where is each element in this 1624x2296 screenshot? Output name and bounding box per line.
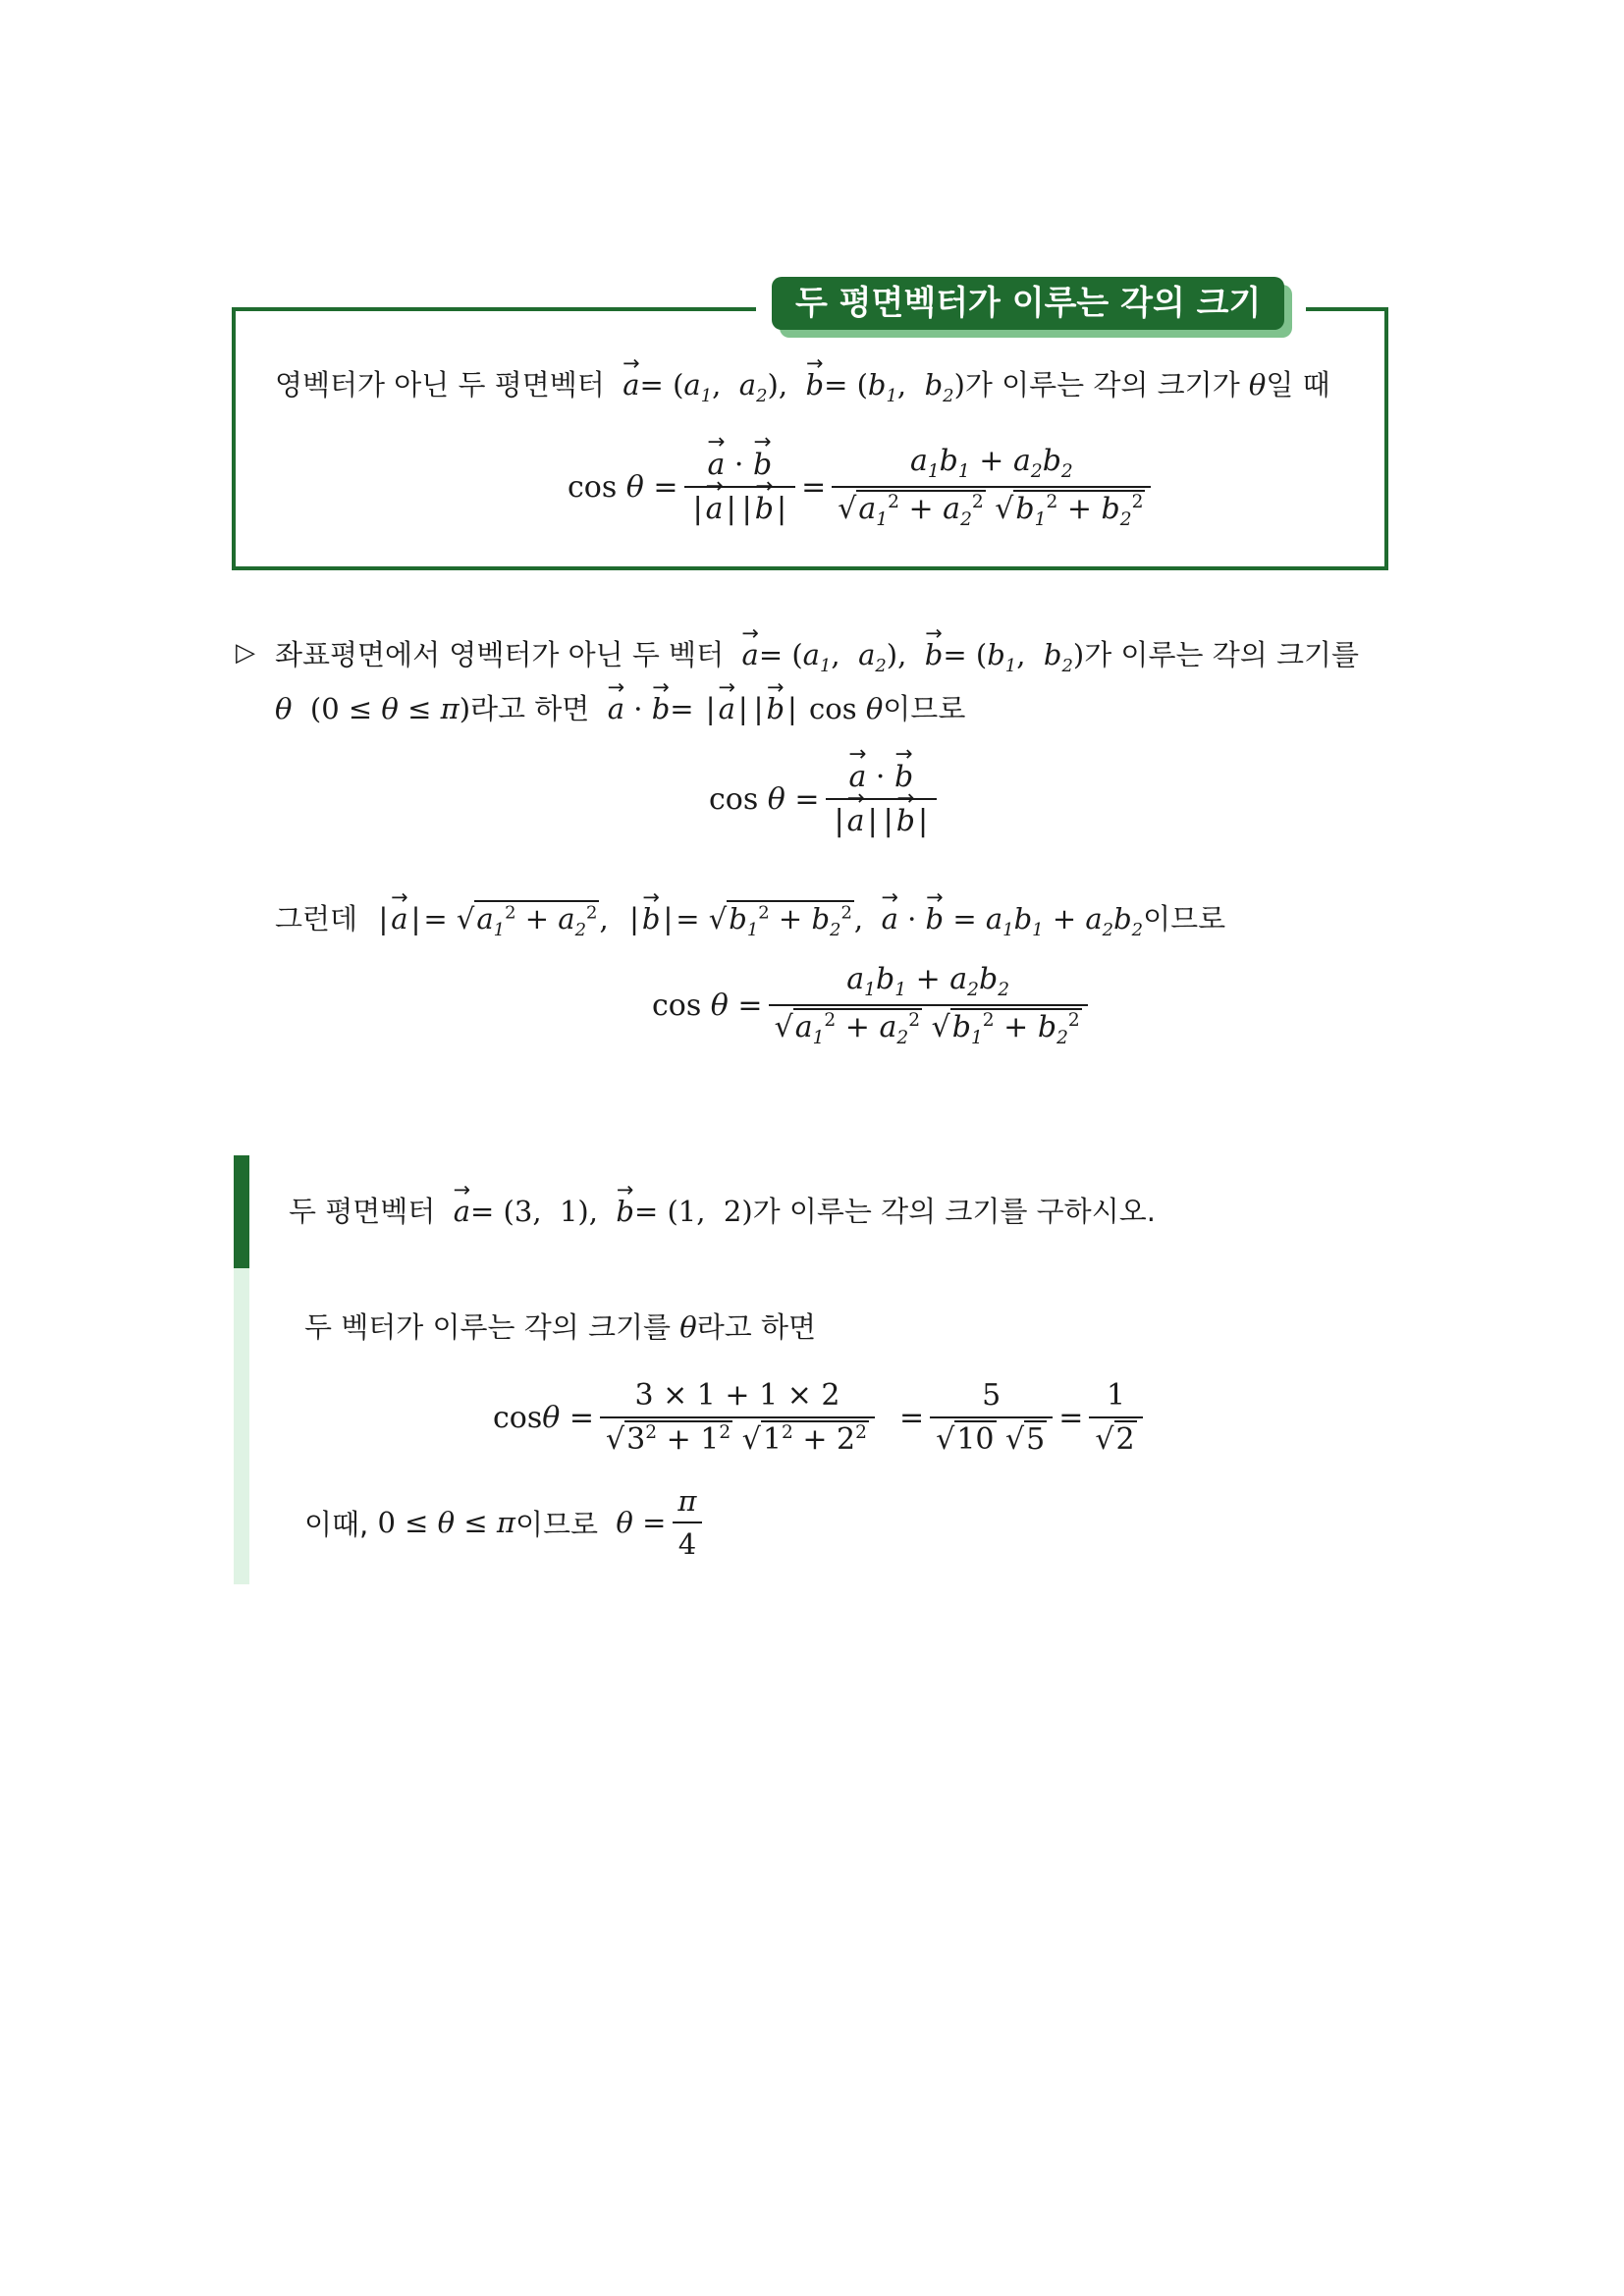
proof-formula-2: cos θ = $\frac{a_1b_1 + a_2b_2}{√a_1^2 + a_2^2 √b_1^2 + b_2^2}$	[652, 962, 1094, 1048]
theta-symbol-solution: θ	[679, 1310, 697, 1344]
proof-line-1	[275, 633, 1359, 676]
example-bar-light	[234, 1268, 249, 1584]
definition-intro-end: 일 때	[1266, 368, 1330, 401]
definition-statement	[275, 363, 1330, 406]
proof-line3-suffix: 이므로	[1143, 902, 1226, 935]
solution-intro-prefix: 두 벡터가 이루는 각의 크기를	[304, 1310, 672, 1344]
vector-a-proof: → $a= (a_1$, $a_2$), → $b= (b_1$, $b_2$)	[732, 638, 1084, 671]
example-vectors: → a= (3, 1), → b= (1, 2)	[445, 1195, 753, 1228]
triangle-marker-icon: ▷	[236, 638, 255, 667]
solution-conclusion-mid: 이므로	[514, 1507, 598, 1541]
example-problem-suffix: 가 이루는 각의 크기를 구하시오.	[752, 1195, 1156, 1228]
proof-line-3	[275, 897, 1225, 940]
theta-range: θ (0 ≤ θ ≤ π)	[275, 692, 471, 725]
solution-formula: cos θ = $\frac{3 \times 1 + 1 \times 2}{√3^2 + 1^2 √1^2 + 2^2}$ = $\frac{5}{√10 √5}$ = $\frac{1}{√2}$	[493, 1378, 1149, 1457]
proof-line3-prefix: 그런데	[275, 902, 358, 935]
solution-conclusion-prefix: 이때,	[304, 1507, 369, 1541]
proof-formula-1: cos θ = → $\frac{a \cdot \to b}{|\to a | |\to b |}$	[709, 760, 943, 838]
example-bar-dark	[234, 1155, 249, 1268]
proof-line1-prefix: 좌표평면에서 영벡터가 아닌 두 벡터	[275, 638, 725, 671]
definition-title: 두 평면벡터가 이루는 각의 크기	[772, 277, 1284, 330]
solution-intro	[304, 1306, 816, 1346]
proof-line-2	[275, 687, 965, 727]
vector-a-def: → $a= (a_1$, $a_2$), → $b= (b_1$, $b_2$)	[614, 368, 965, 401]
example-problem	[289, 1190, 1156, 1230]
definition-intro-prefix: 영벡터가 아닌 두 평면벡터	[275, 368, 605, 401]
theta-range-solution: 0 ≤ θ ≤ π	[377, 1506, 515, 1539]
definition-box	[232, 307, 1388, 570]
proof-line1-suffix: 가 이루는 각의 크기를	[1084, 638, 1359, 671]
proof-line2-mid: 라고 하면	[470, 692, 590, 725]
definition-formula: cos θ = → $\frac{a \cdot \to b}{|\to a | |\to b |}$ = $\frac{a_1b_1 + a_2b_2}{√a_1^2 + a_2^2 √b_1^2 + b_2^2}$	[568, 444, 1157, 530]
dot-product-identity: → a · → b= |→ a | |→ b | cos θ	[599, 692, 884, 725]
magnitude-identities: |→ a | = $√a_1^2 + a_2^2$, |→ b | = $√b_1^2 + b_2^2$, → a · → $b = a_1b_1 + a_2b_2$	[366, 902, 1143, 935]
pi-over-four: $\frac{\pi}{4}$	[672, 1484, 702, 1561]
example-problem-prefix: 두 평면벡터	[289, 1195, 436, 1228]
definition-intro-suffix: 가 이루는 각의 크기가	[964, 368, 1240, 401]
solution-conclusion	[304, 1484, 708, 1561]
proof-therefore-1: 이므로	[883, 692, 966, 725]
theta-answer: θ =	[597, 1506, 667, 1539]
solution-intro-suffix: 라고 하면	[696, 1310, 817, 1344]
theta-symbol: θ	[1248, 368, 1267, 401]
